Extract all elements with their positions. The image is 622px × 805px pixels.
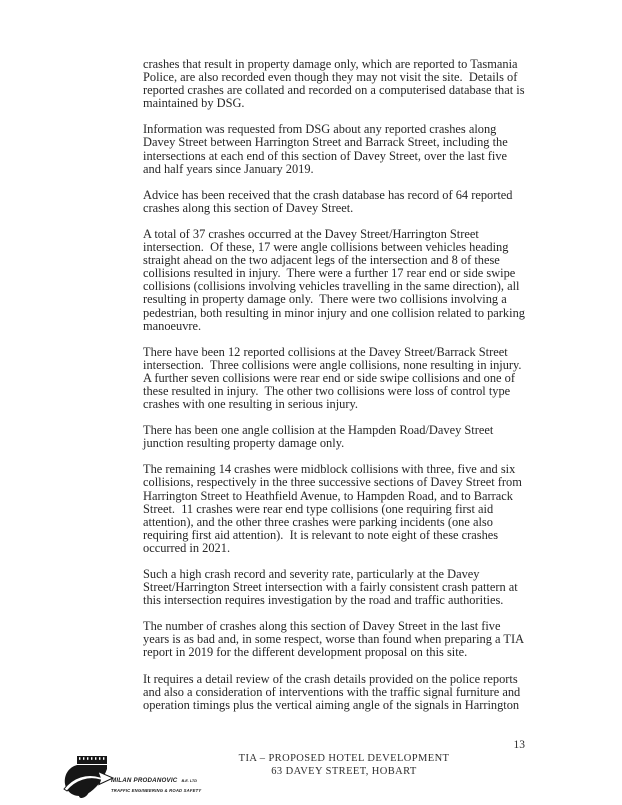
paragraph: Such a high crash record and severity rate, particularly at the Davey Street/Harrington Street intersection with a fairly consistent crash pattern at this intersection requires investigation by the road and traffic authorities. <box>143 567 521 608</box>
logo-tagline: TRAFFIC ENGINEERING & ROAD SAFETY <box>111 787 202 793</box>
paragraph: crashes that result in property damage only, which are reported to Tasmania Police, are also recorded even though they may not visit the site. Details of reported crashes are collated and recorded on a computerised database that is maintained by DSG. <box>143 57 528 111</box>
paragraph: There has been one angle collision at the Hampden Road/Davey Street junction resulting property damage only. <box>143 423 497 451</box>
paragraph: The remaining 14 crashes were midblock collisions with three, five and six collisions, respectively in the three successive sections of Davey Street from Harrington Street to Heathfield Avenue, to Hampden Road, and to Barrack Street. 11 crashes were rear end type collisions (one requiring first aid attention), and the other three crashes were parking incidents (one also requiring first aid attention). It is relevant to note eight of these crashes occurred in 2021. <box>143 462 525 555</box>
body-text-column <box>143 57 529 725</box>
paragraph: The number of crashes along this section of Davey Street in the last five years is as bad and, in some respect, worse than found when preparing a TIA report in 2019 for the different development proposal on this site. <box>143 619 527 660</box>
logo-company-name: MILAN PRODANOVIC <box>111 777 178 784</box>
footer-title-line1: TIA – PROPOSED HOTEL DEVELOPMENT <box>238 753 450 764</box>
paragraph: Advice has been received that the crash database has record of 64 reported crashes along this section of Davey Street. <box>143 187 516 215</box>
footer-running-title <box>194 752 494 778</box>
company-logo <box>63 756 202 802</box>
logo-company-suffix: B.E. LTD <box>181 779 197 783</box>
paragraph: A total of 37 crashes occurred at the Davey Street/Harrington Street intersection. Of these, 17 were angle collisions between vehicles heading straight ahead on the two adjacent legs of the intersection and 8 of these collisions resulted in injury. There were a further 17 rear end or side swipe collisions (collisions involving vehicles travelling in the same direction), all resulting in property damage only. There were two collisions involving a pedestrian, both resulting in minor injury and one collision related to parking manoeuvre. <box>143 226 529 333</box>
footer-title-line2: 63 DAVEY STREET, HOBART <box>271 766 417 777</box>
logo-text <box>111 769 201 793</box>
paragraph: It requires a detail review of the crash details provided on the police reports and also a consideration of interventions with the traffic signal furniture and operation timings plus the vertical aiming angle of the signals in Harrington <box>143 671 524 712</box>
paragraph: Information was requested from DSG about any reported crashes along Davey Street between Harrington Street and Barrack Street, including the intersections at each end of this section of Davey Street, over the last five and half years since January 2019. <box>143 122 511 176</box>
road-arrow-icon <box>63 756 115 802</box>
paragraph: There have been 12 reported collisions at the Davey Street/Barrack Street intersection. Three collisions were angle collisions, none resulting in injury. A further seven collisions were rear end or side swipe collisions and one of these resulted in injury. The other two collisions were loss of control type crashes with one resulting in serious injury. <box>143 344 528 412</box>
page-number: 13 <box>513 739 525 751</box>
